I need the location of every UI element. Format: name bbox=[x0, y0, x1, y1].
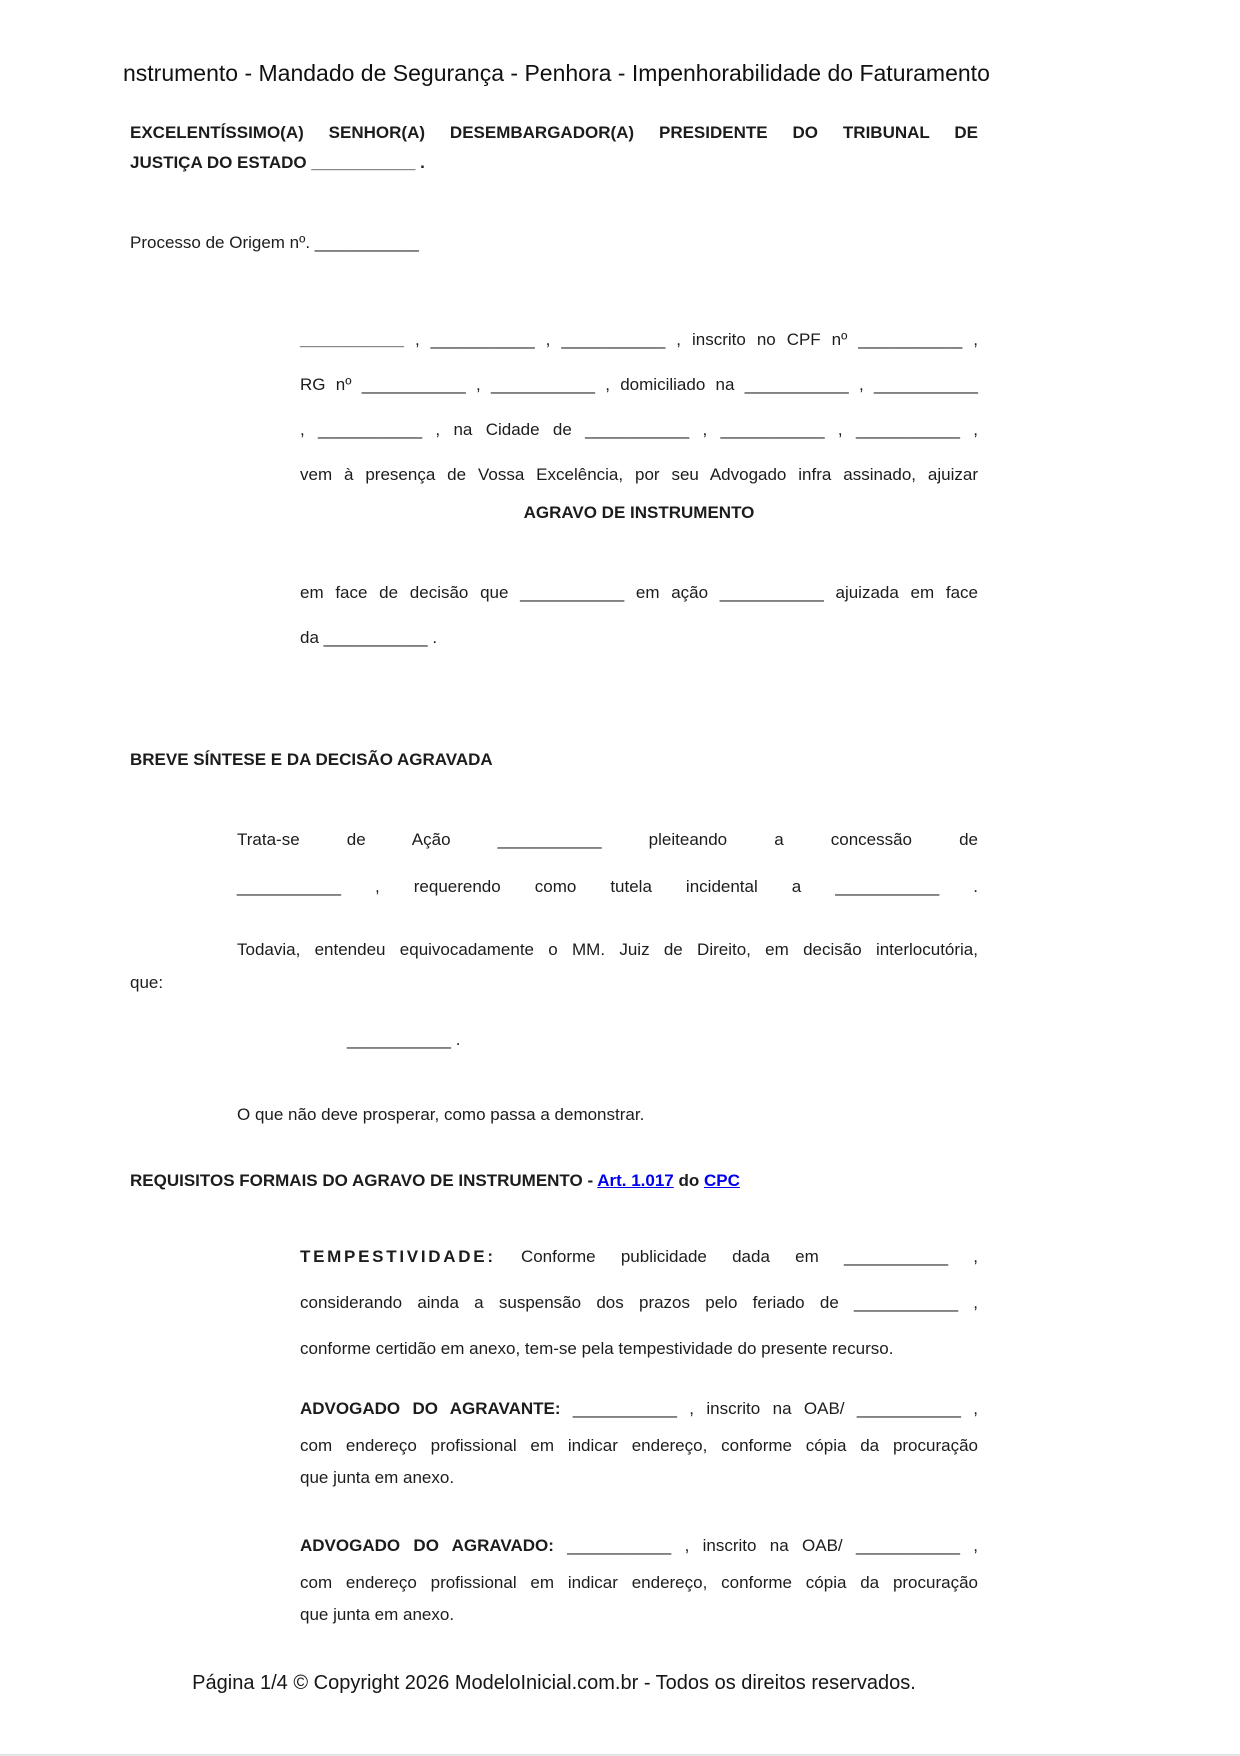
link-cpc[interactable]: CPC bbox=[703, 1171, 740, 1190]
qualification-line-3: , ___________ , na Cidade de ___________ , ___________ , ___________ , bbox=[300, 420, 978, 439]
tempestividade-line-3: conforme certidão em anexo, tem-se pela tempestividade do presente recurso. bbox=[300, 1339, 894, 1358]
todavia-line-2: que: bbox=[130, 973, 164, 992]
agravado-line-1 bbox=[300, 1525, 978, 1567]
tempestividade-label: TEMPESTIVIDADE: bbox=[300, 1247, 496, 1266]
section-heading-breve-sintese: BREVE SÍNTESE E DA DECISÃO AGRAVADA bbox=[130, 750, 493, 769]
piece-title: AGRAVO DE INSTRUMENTO bbox=[523, 503, 755, 522]
todavia-line-1: Todavia, entendeu equivocadamente o MM. Juiz de Direito, em decisão interlocutória, bbox=[237, 940, 978, 959]
tempestividade-line-2: considerando ainda a suspensão dos prazos pelo feriado de ___________ , bbox=[300, 1293, 978, 1312]
qualification-line-1 bbox=[300, 317, 978, 362]
quoted-decision-blank: ___________ . bbox=[347, 1030, 461, 1049]
decision-line-2: da ___________ . bbox=[300, 628, 438, 647]
link-art-1017[interactable]: Art. 1.017 bbox=[597, 1171, 674, 1190]
processo-origem-line: Processo de Origem nº. ___________ bbox=[130, 233, 419, 252]
oque-line: O que não deve prosperar, como passa a demonstrar. bbox=[237, 1105, 645, 1124]
decision-line-1: em face de decisão que ___________ em ação ___________ ajuizada em face bbox=[300, 583, 978, 602]
party-qualification-paragraph bbox=[300, 317, 978, 497]
agravado-label: ADVOGADO DO AGRAVADO: bbox=[300, 1536, 554, 1555]
advogado-agravado-paragraph bbox=[300, 1525, 978, 1631]
document-title: nstrumento - Mandado de Segurança - Penhora - Impenhorabilidade do Faturamento bbox=[123, 60, 990, 86]
agravante-line-3: que junta em anexo. bbox=[300, 1468, 455, 1487]
tempestividade-line-1 bbox=[300, 1234, 978, 1280]
qualification-line-4: vem à presença de Vossa Excelência, por seu Advogado infra assinado, ajuizar bbox=[300, 465, 978, 484]
todavia-paragraph bbox=[130, 933, 978, 999]
agravante-line-1 bbox=[300, 1388, 978, 1430]
agravante-label: ADVOGADO DO AGRAVANTE: bbox=[300, 1399, 561, 1418]
page-footer: Página 1/4 © Copyright 2026 ModeloInicial.com.br - Todos os direitos reservados. bbox=[192, 1672, 916, 1694]
tempestividade-line-1-rest: Conforme publicidade dada em ___________ , bbox=[495, 1247, 978, 1266]
requisitos-heading-text: REQUISITOS FORMAIS DO AGRAVO DE INSTRUMENTO - bbox=[130, 1171, 598, 1190]
decision-paragraph bbox=[300, 570, 978, 660]
qualification-line-2: RG nº ___________ , ___________ , domiciliado na ___________ , ___________ bbox=[300, 375, 978, 394]
tratase-paragraph bbox=[237, 816, 978, 910]
tempestividade-paragraph bbox=[300, 1234, 978, 1372]
party-name-blank: ___________ bbox=[300, 330, 405, 349]
requisitos-heading-mid: do bbox=[673, 1171, 704, 1190]
agravante-line-2: com endereço profissional em indicar endereço, conforme cópia da procuração bbox=[300, 1436, 978, 1455]
section-heading-requisitos bbox=[130, 1171, 1030, 1191]
agravado-line-1-rest: ___________ , inscrito na OAB/ ___________ , bbox=[553, 1536, 978, 1555]
addressee-block bbox=[130, 118, 978, 178]
tratase-line-2: ___________ , requerendo como tutela incidental a ___________ . bbox=[237, 877, 978, 896]
advogado-agravante-paragraph bbox=[300, 1388, 978, 1494]
addressee-line-2: JUSTIÇA DO ESTADO ___________ . bbox=[130, 153, 425, 172]
addressee-line-1: EXCELENTÍSSIMO(A) SENHOR(A) DESEMBARGADOR(A) PRESIDENTE DO TRIBUNAL DE bbox=[130, 123, 978, 142]
agravado-line-3: que junta em anexo. bbox=[300, 1605, 455, 1624]
qualification-line-1-rest: , ___________ , ___________ , inscrito no CPF nº ___________ , bbox=[404, 330, 978, 349]
agravante-line-1-rest: ___________ , inscrito na OAB/ ___________ , bbox=[560, 1399, 978, 1418]
agravado-line-2: com endereço profissional em indicar endereço, conforme cópia da procuração bbox=[300, 1573, 978, 1592]
tratase-line-1: Trata-se de Ação ___________ pleiteando a concessão de bbox=[237, 830, 978, 849]
